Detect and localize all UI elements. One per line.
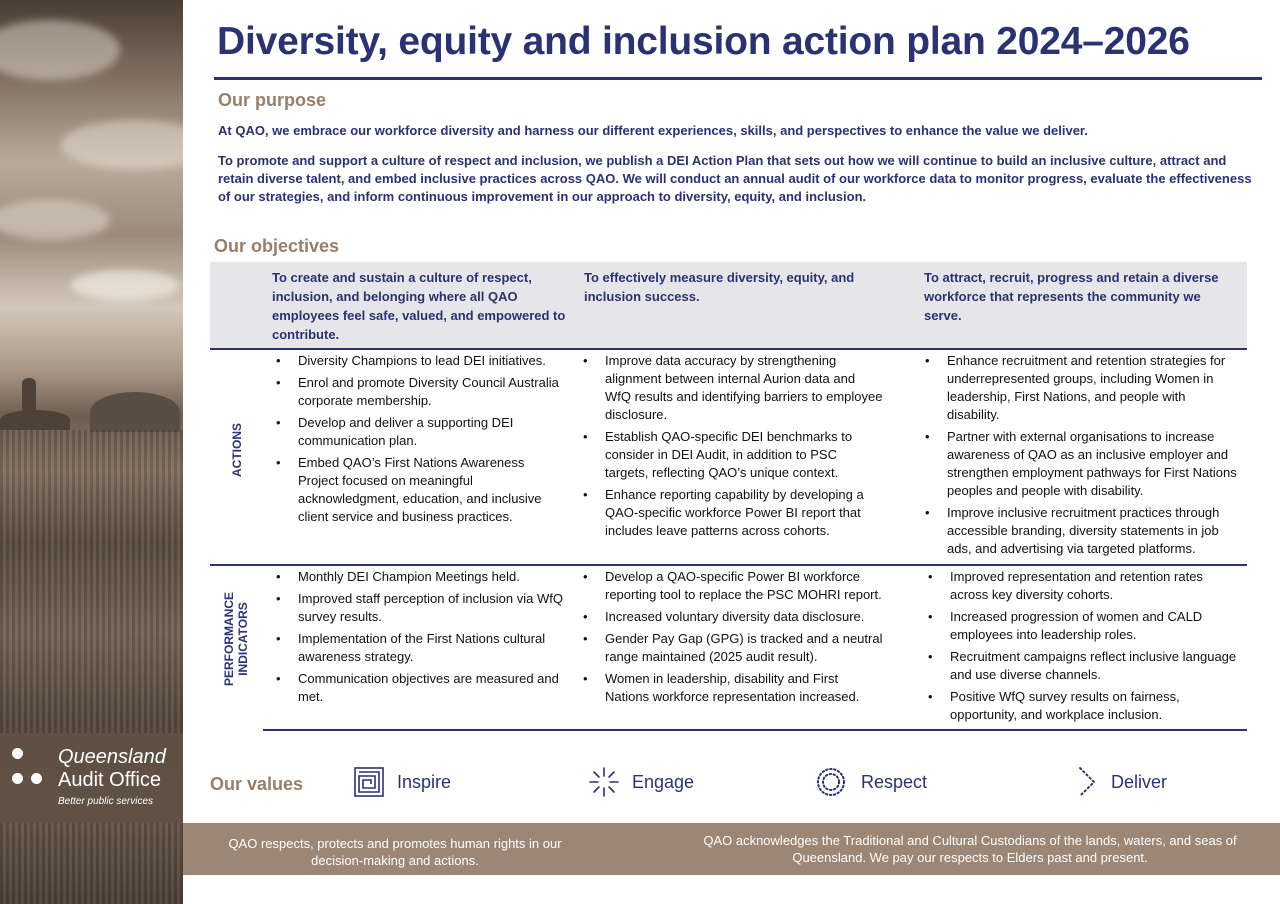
- list-item: • Enhance recruitment and retention strategies for underrepresented groups, including Women in leadership, First Nations, and people with disability.: [925, 352, 1240, 424]
- list-item: • Improve inclusive recruitment practices through accessible branding, diversity statements in job ads, and advertising via targeted platforms.: [925, 504, 1240, 558]
- logo-text-queensland: Queensland: [58, 746, 166, 768]
- list-item: • Positive WfQ survey results on fairness, opportunity, and workplace inclusion.: [928, 688, 1240, 724]
- list-item: • Embed QAO’s First Nations Awareness Project focused on meaningful acknowledgment, education, and inclusive client service and business practices.: [276, 454, 566, 526]
- acknowledgement-of-country: QAO acknowledges the Traditional and Cultural Custodians of the lands, waters, and seas of Queensland. We pay our respects to Elders past and present.: [703, 833, 1237, 865]
- objective-3: To attract, recruit, progress and retain a diverse workforce that represents the community we serve.: [924, 270, 1219, 323]
- list-item: • Develop a QAO-specific Power BI workforce reporting tool to replace the PSC MOHRI report.: [583, 568, 883, 604]
- list-item: • Improved representation and retention rates across key diversity cohorts.: [928, 568, 1240, 604]
- dotted-circle-icon: [815, 766, 847, 798]
- logo-tagline: Better public services: [58, 796, 154, 807]
- actions-col-2: [583, 352, 883, 544]
- page-title: Diversity, equity and inclusion action plan 2024–2026: [217, 20, 1190, 63]
- performance-col-1: [276, 568, 566, 710]
- list-item: • Recruitment campaigns reflect inclusive language and use diverse channels.: [928, 648, 1240, 684]
- list-item: • Increased voluntary diversity data disclosure.: [583, 608, 883, 626]
- list-item: • Gender Pay Gap (GPG) is tracked and a neutral range maintained (2025 audit result).: [583, 630, 883, 666]
- list-item: • Improved staff perception of inclusion via WfQ survey results.: [276, 590, 566, 626]
- logo-dot: [12, 748, 23, 759]
- list-item: • Diversity Champions to lead DEI initiatives.: [276, 352, 566, 370]
- objective-1: To create and sustain a culture of respect, inclusion, and belonging where all QAO employees feel safe, valued, and empowered to contribute.: [272, 270, 566, 342]
- purpose-paragraph-1: At QAO, we embrace our workforce diversity and harness our different experiences, skills, and perspectives to enhance the value we deliver.: [218, 123, 1088, 138]
- logo-text-audit-office: Audit Office: [58, 769, 162, 791]
- value-deliver: Deliver: [1111, 772, 1168, 792]
- table-divider: [210, 564, 1247, 566]
- actions-col-1: [276, 352, 566, 530]
- purpose-paragraph-2: To promote and support a culture of respect and inclusion, we publish a DEI Action Plan that sets out how we will continue to build an inclusive culture, attract and retain diverse talent, and embed inclusive practices across QAO. We will conduct an annual audit of our workforce data to monitor progress, evaluate the effectiveness of our strategies, and inform continuous improvement in our approach to diversity, equity, and inclusion.: [218, 153, 1252, 204]
- list-item: • Monthly DEI Champion Meetings held.: [276, 568, 566, 586]
- starburst-icon: [588, 766, 620, 798]
- table-divider: [263, 729, 1247, 731]
- list-item: • Communication objectives are measured and met.: [276, 670, 566, 706]
- list-item: • Women in leadership, disability and First Nations workforce representation increased.: [583, 670, 883, 706]
- maze-icon: [353, 766, 385, 798]
- human-rights-statement: QAO respects, protects and promotes human rights in our decision-making and actions.: [228, 836, 562, 868]
- value-inspire: Inspire: [397, 772, 452, 792]
- performance-row-label: [222, 586, 250, 692]
- list-item: • Enhance reporting capability by developing a QAO-specific workforce Power BI report that includes leave patterns across cohorts.: [583, 486, 883, 540]
- objectives-heading: Our objectives: [214, 236, 340, 256]
- actions-col-3: [925, 352, 1240, 562]
- table-divider: [210, 348, 1247, 350]
- list-item: • Develop and deliver a supporting DEI communication plan.: [276, 414, 566, 450]
- list-item: • Increased progression of women and CALD employees into leadership roles.: [928, 608, 1240, 644]
- logo-dot: [12, 773, 23, 784]
- dotted-chevron-icon: [1072, 766, 1104, 798]
- objective-2: To effectively measure diversity, equity, and inclusion success.: [584, 270, 855, 304]
- value-engage: Engage: [632, 772, 695, 792]
- list-item: • Establish QAO-specific DEI benchmarks to consider in DEI Audit, in addition to PSC targets, reflecting QAO’s unique context.: [583, 428, 883, 482]
- title-rule: [214, 77, 1262, 80]
- performance-label-line-1: PERFORMANCE: [222, 592, 236, 687]
- list-item: • Implementation of the First Nations cultural awareness strategy.: [276, 630, 566, 666]
- actions-row-label: ACTIONS: [230, 423, 244, 477]
- value-respect: Respect: [861, 772, 928, 792]
- purpose-heading: Our purpose: [218, 90, 327, 110]
- list-item: • Enrol and promote Diversity Council Australia corporate membership.: [276, 374, 566, 410]
- logo-dot: [31, 773, 42, 784]
- values-heading: Our values: [210, 774, 304, 794]
- performance-col-3: [928, 568, 1240, 728]
- performance-label-line-2: INDICATORS: [236, 602, 250, 676]
- list-item: • Improve data accuracy by strengthening alignment between internal Aurion data and WfQ results and identifying barriers to employee disclosure.: [583, 352, 883, 424]
- performance-col-2: [583, 568, 883, 710]
- list-item: • Partner with external organisations to increase awareness of QAO as an inclusive employer and strengthen employment pathways for First Nations peoples and people with disability.: [925, 428, 1240, 500]
